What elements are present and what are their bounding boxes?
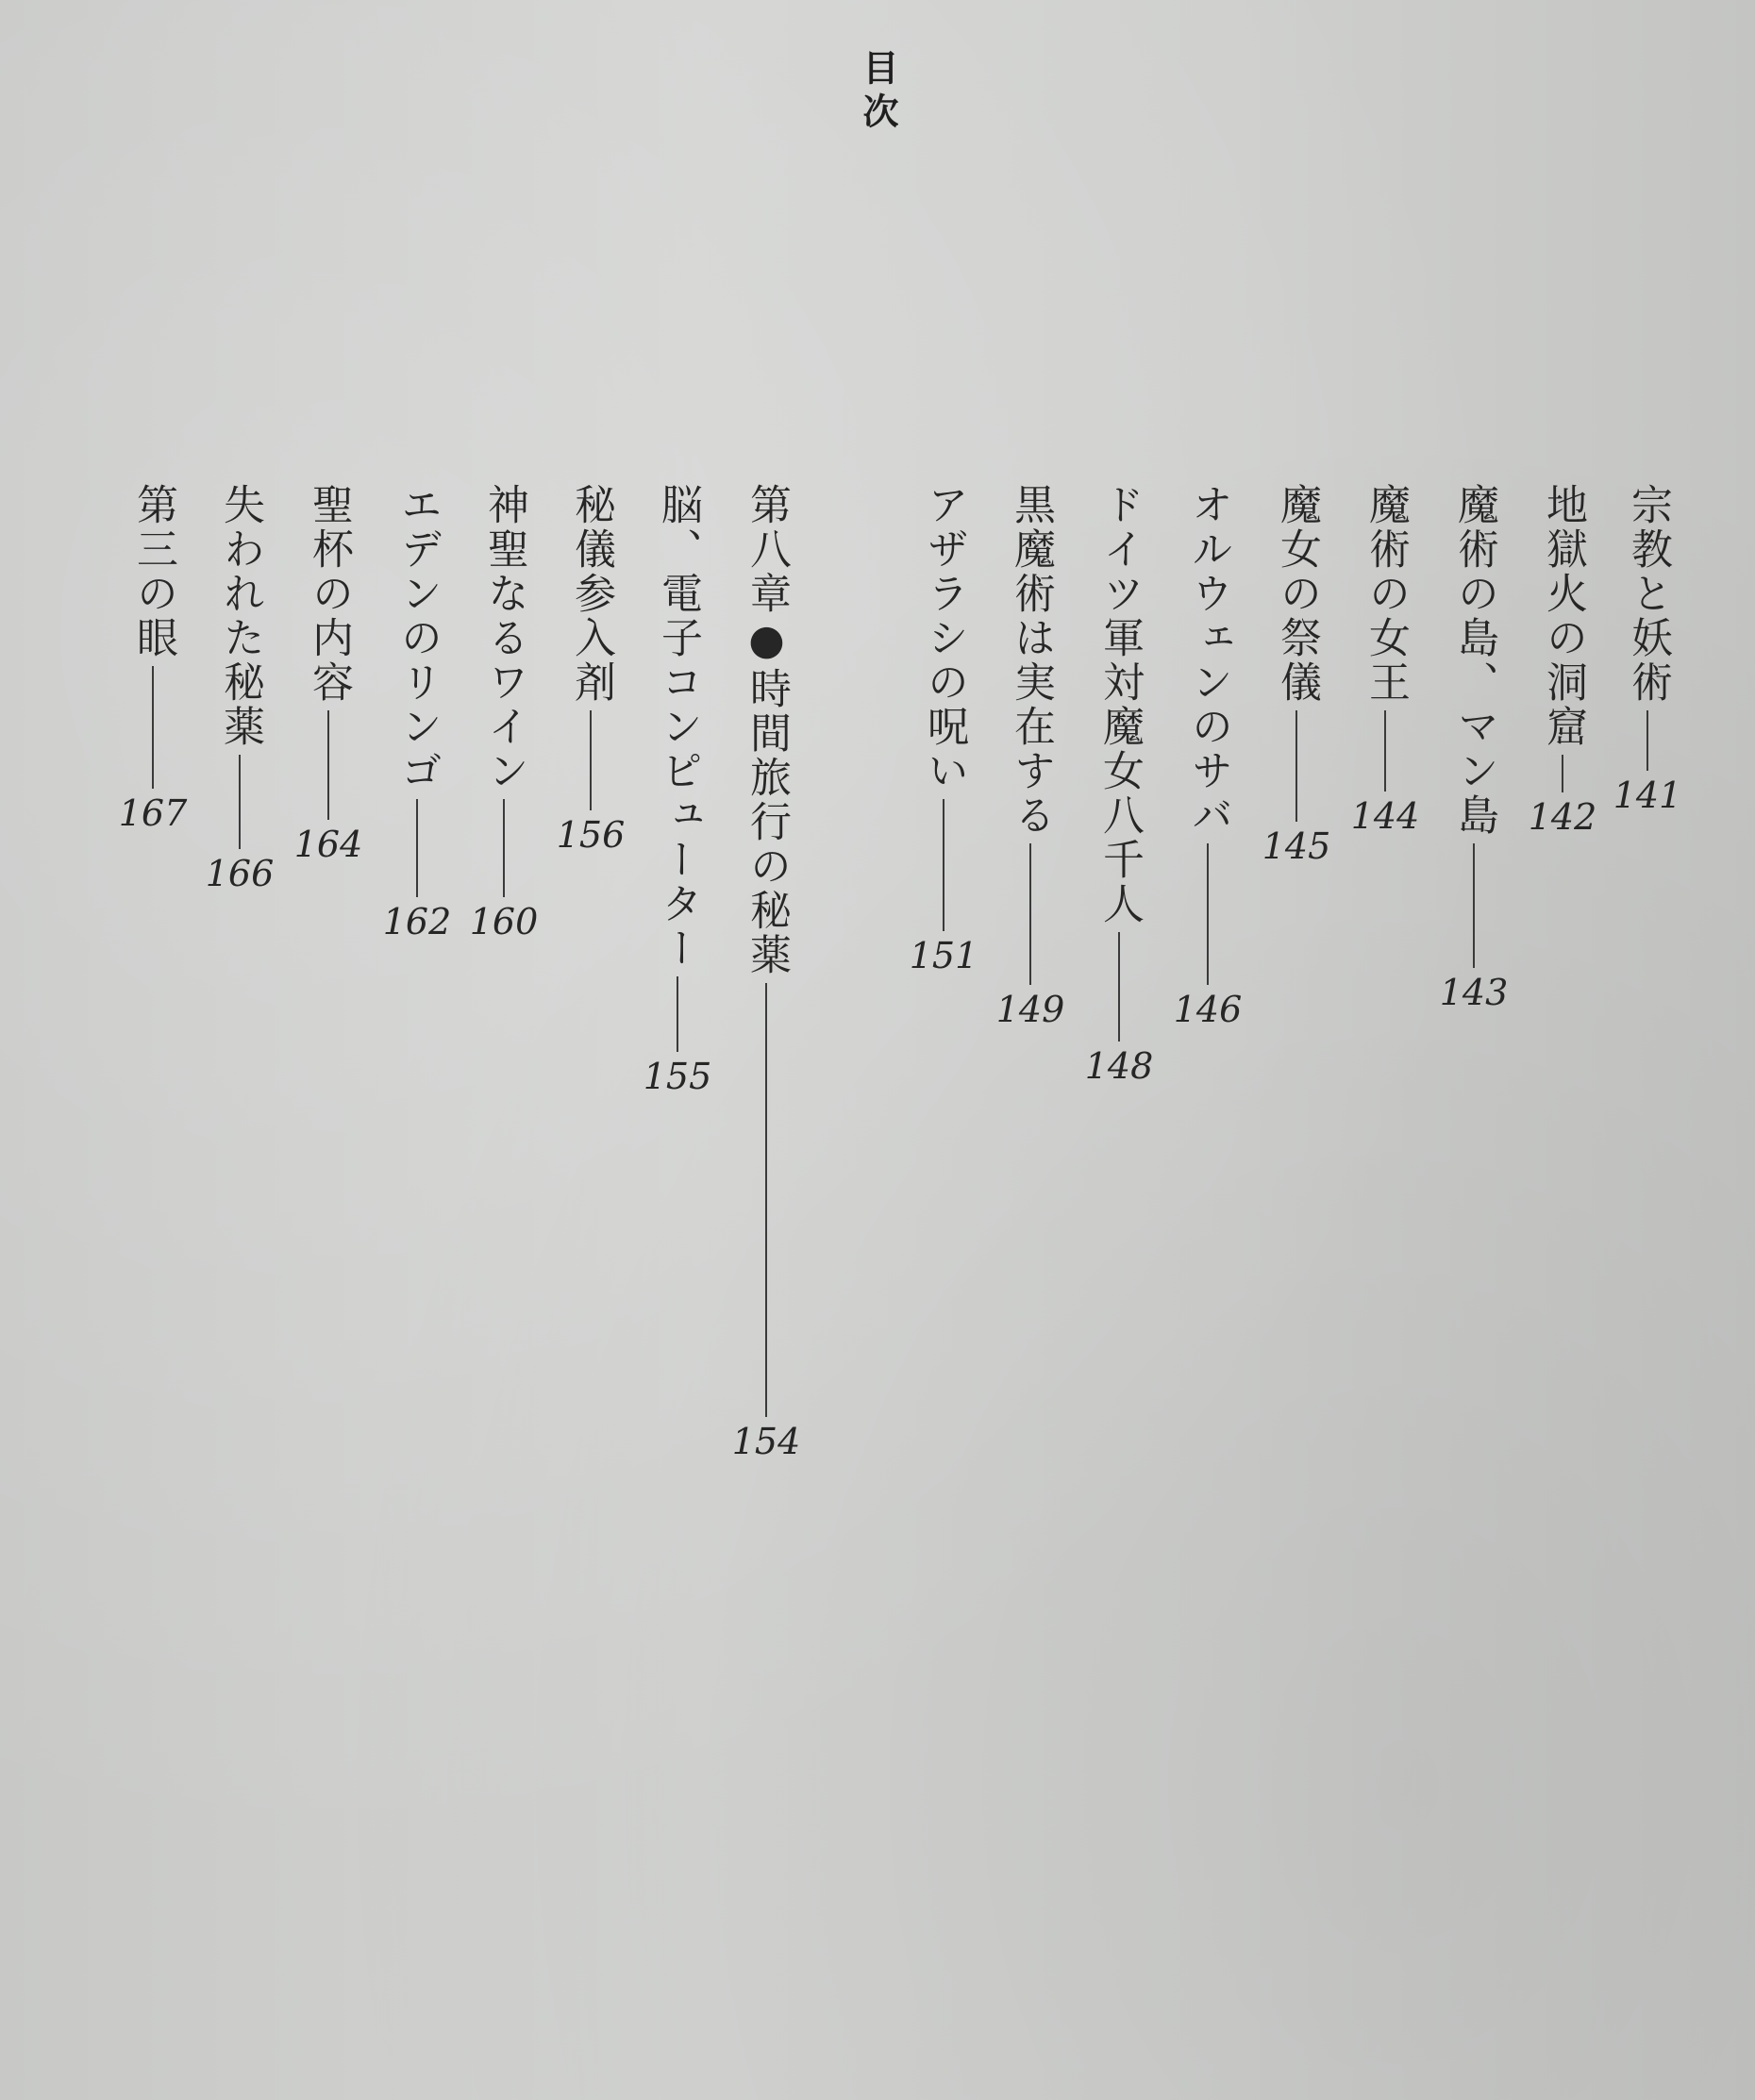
toc-leader-line [1473,843,1475,968]
toc-entry-title: 失われた秘薬 [216,483,264,749]
toc-leader-line [677,976,678,1052]
toc-entry [909,483,978,976]
toc-entry-title: 脳、電子コンピューター [654,483,702,971]
toc-leader-line [152,666,154,789]
toc-page-number: 142 [1528,796,1597,838]
toc-page-number: 155 [643,1056,712,1097]
toc-entry-title: 魔術の女王 [1362,483,1410,705]
toc-page-number: 160 [469,901,539,942]
toc-entry [1084,483,1154,1087]
toc-leader-line [1295,710,1297,822]
toc-leader-line [765,983,767,1417]
toc-page-number: 151 [909,935,978,976]
toc-entry [1173,483,1243,1030]
toc-entry-title: 第三の眼 [129,483,177,660]
toc-page-number: 156 [556,814,626,856]
toc-page-number: 141 [1613,775,1682,816]
toc-leader-line [239,755,241,849]
toc-entry-title: オルウェンのサバ [1184,483,1232,838]
toc-entry [382,483,452,942]
toc-entry [1439,483,1509,1013]
toc-leader-line [1207,843,1209,985]
toc-page-number: 145 [1262,825,1331,867]
toc-entry-title: アザラシの呪い [920,483,968,793]
toc-entry [205,483,275,894]
toc-leader-line [503,799,505,897]
toc-entry-title: 魔女の祭儀 [1273,483,1321,705]
toc-entry [556,483,626,856]
toc-entry-title: エデンのリンゴ [393,483,442,793]
toc-page-number: 166 [205,853,275,894]
toc-page-number: 164 [293,824,363,865]
toc-page-number: 149 [995,989,1065,1030]
toc-entry-title: ドイツ軍対魔女八千人 [1095,483,1144,926]
toc-leader-line [1029,843,1031,985]
toc-leader-line [590,710,592,810]
toc-leader-line [1646,710,1648,771]
toc-entry [1262,483,1331,867]
toc-entry-title: 黒魔術は実在する [1007,483,1055,838]
toc-page-number: 148 [1084,1045,1154,1087]
toc-entry [293,483,363,865]
toc-entry-title: 聖杯の内容 [305,483,353,705]
toc-leader-line [327,710,329,820]
toc-page-number: 162 [382,901,452,942]
toc-leader-line [943,799,944,931]
toc-entry [118,483,188,834]
toc-entry [1613,483,1682,816]
toc-entry-title: 宗教と妖術 [1624,483,1672,705]
toc-page-number: 146 [1173,989,1243,1030]
toc-leader-line [1562,755,1563,792]
toc-leader-line [416,799,418,897]
toc-entry [1350,483,1420,837]
toc-page-number: 154 [731,1421,801,1462]
toc-entry [731,483,801,1462]
toc-entry-title: 秘儀参入剤 [567,483,615,705]
toc-entry-title: 第八章●時間旅行の秘薬 [743,483,791,977]
toc-leader-line [1118,932,1120,1042]
page-title: 目次 [857,49,898,136]
toc-page-number: 144 [1350,795,1420,837]
toc-entry [643,483,712,1097]
toc-entry-title: 神聖なるワイン [480,483,528,793]
toc-entry-title: 地獄火の洞窟 [1539,483,1587,749]
toc-entry [1528,483,1597,838]
toc-entry [469,483,539,942]
toc-page-number: 167 [118,792,188,834]
toc-entry [995,483,1065,1030]
toc-page-number: 143 [1439,972,1509,1013]
toc-entry-title: 魔術の島、マン島 [1450,483,1498,838]
toc-leader-line [1384,710,1386,792]
